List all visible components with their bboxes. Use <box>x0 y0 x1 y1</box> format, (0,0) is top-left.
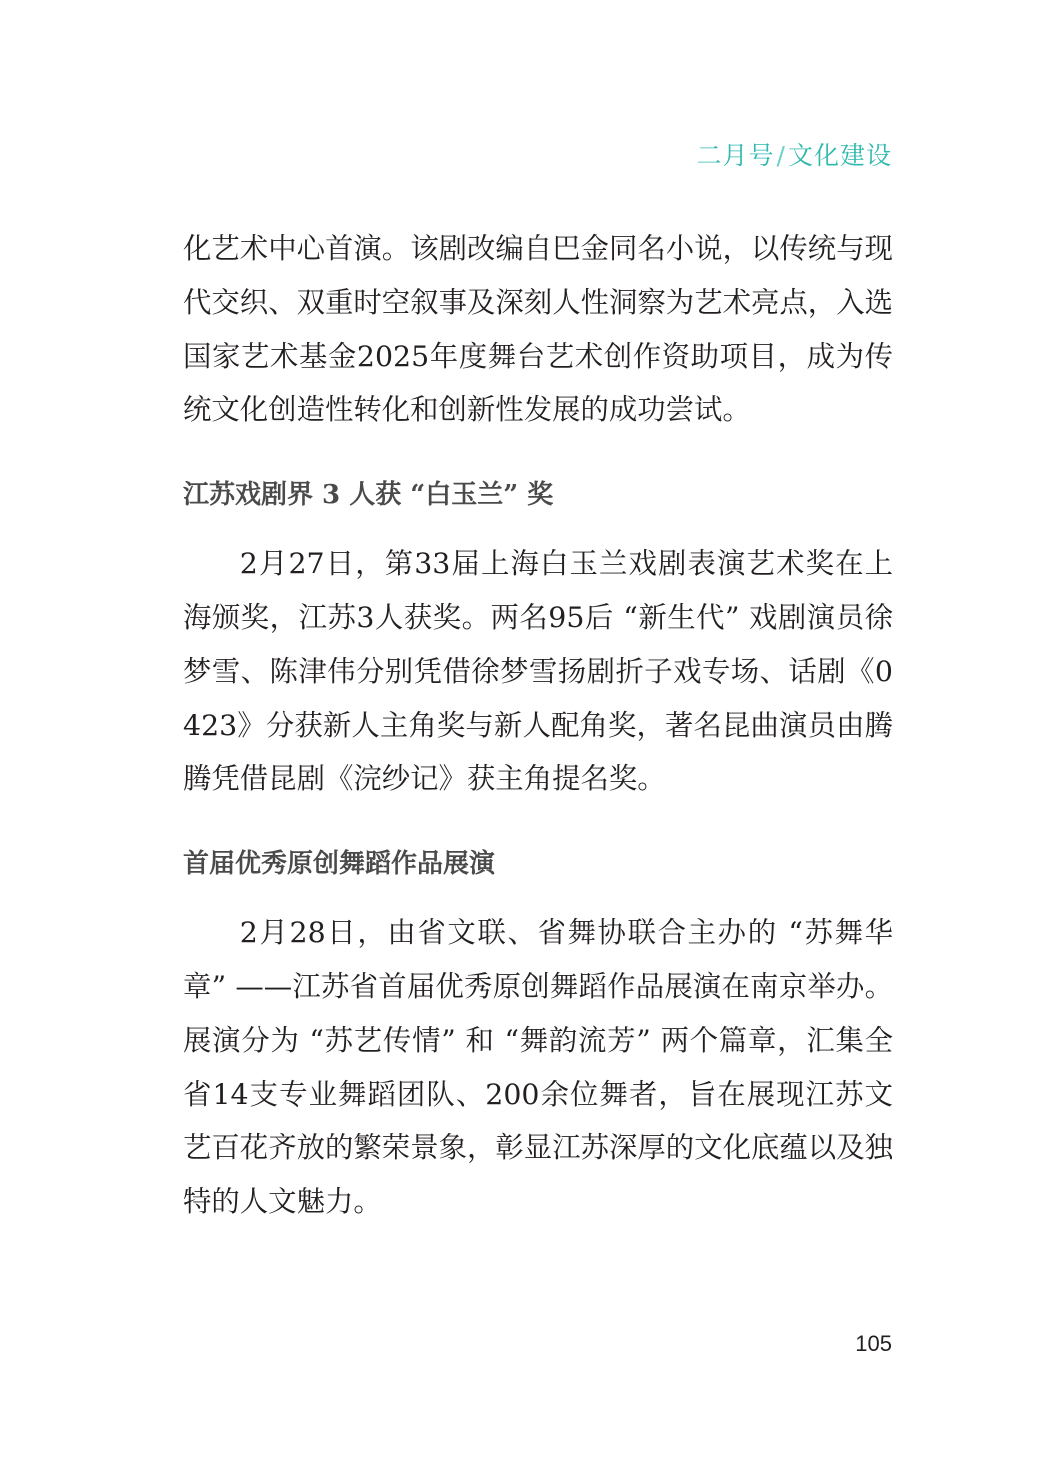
page-number: 105 <box>855 1331 892 1356</box>
section-heading-baiyulan: 江苏戏剧界 3 人获 “白玉兰” 奖 <box>183 480 554 511</box>
header-separator: / <box>776 141 786 170</box>
issue-label: 二月号 <box>696 141 775 170</box>
spacer <box>183 437 893 475</box>
article-body <box>183 222 893 1229</box>
running-head <box>697 136 892 172</box>
section-label: 文化建设 <box>787 141 892 170</box>
paragraph-dance: 2月28日，由省文联、省舞协联合主办的 “苏舞华章” ——江苏省首届优秀原创舞蹈作品展演在南京举办。展演分为 “苏艺传情” 和 “舞韵流芳” 两个篇章，汇集全省14支专业舞蹈团队、200余位舞者，旨在展现江苏文艺百花齐放的繁荣景象，彰显江苏深厚的文化底蕴以及独特的人文魅力。 <box>183 916 893 1219</box>
spacer <box>183 806 893 844</box>
spacer <box>183 884 893 906</box>
spacer <box>183 515 893 537</box>
paragraph-continuation: 化艺术中心首演。该剧改编自巴金同名小说，以传统与现代交织、双重时空叙事及深刻人性洞察为艺术亮点，入选国家艺术基金2025年度舞台艺术创作资助项目，成为传统文化创造性转化和创新性发展的成功尝试。 <box>183 232 893 427</box>
paragraph-baiyulan: 2月27日，第33届上海白玉兰戏剧表演艺术奖在上海颁奖，江苏3人获奖。两名95后 “新生代” 戏剧演员徐梦雪、陈津伟分别凭借徐梦雪扬剧折子戏专场、话剧《0423》分获新人主角奖与新人配角奖，著名昆曲演员由腾腾凭借昆剧《浣纱记》获主角提名奖。 <box>183 547 893 796</box>
section-heading-dance: 首届优秀原创舞蹈作品展演 <box>183 849 496 880</box>
